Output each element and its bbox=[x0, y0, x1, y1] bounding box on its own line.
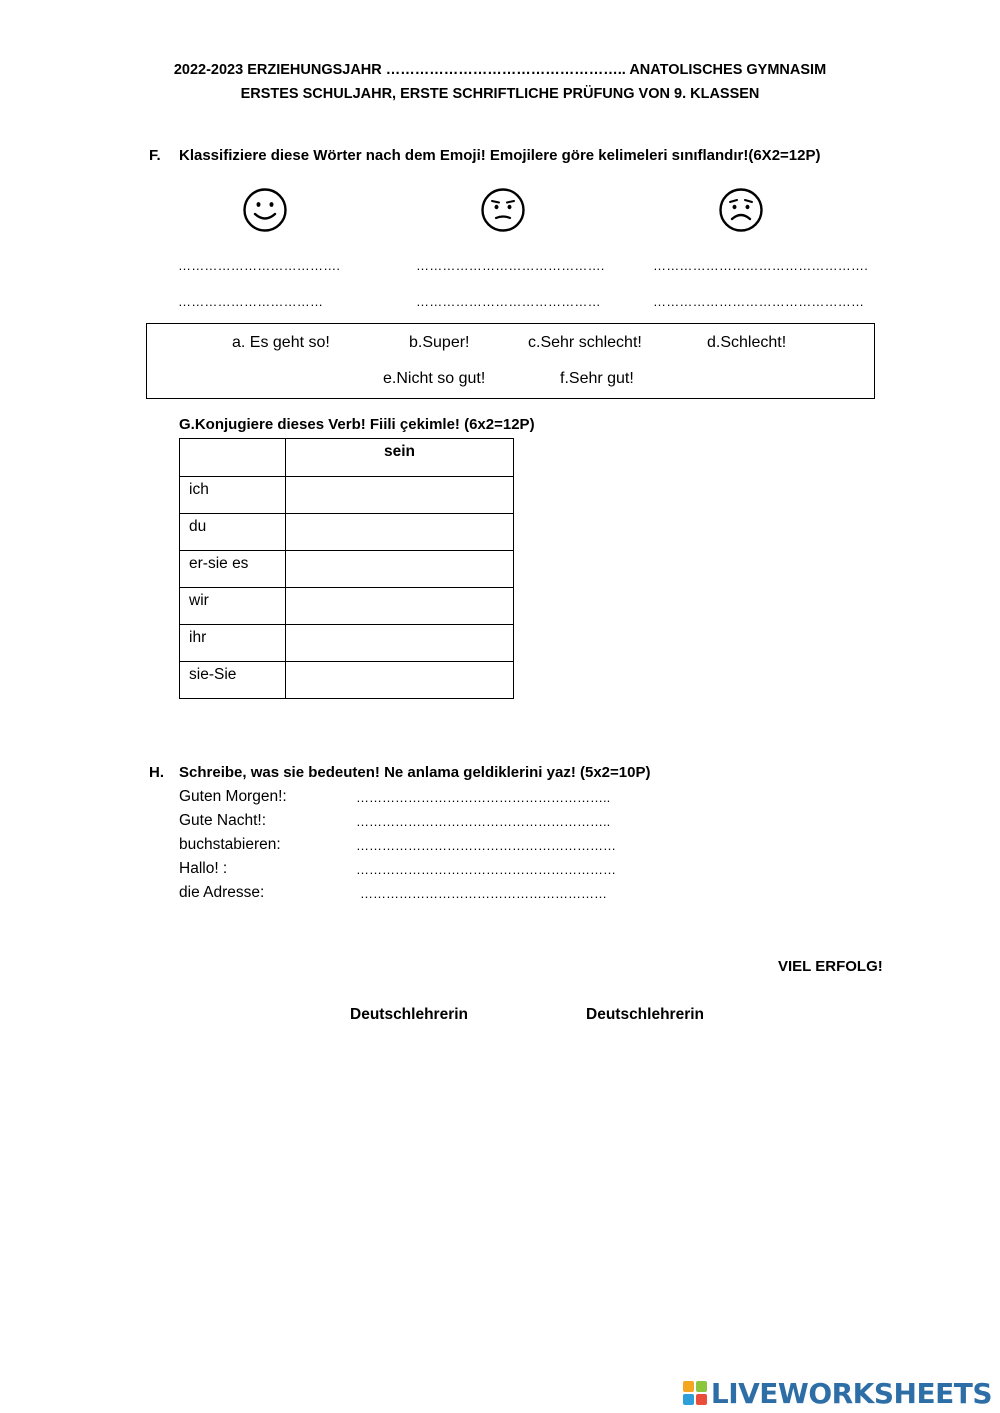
section-f-letter: F. bbox=[149, 147, 161, 164]
answer-blank-uneasy-1[interactable]: ……………………………………. bbox=[416, 258, 605, 273]
answer-blank-hallo[interactable]: …………………………………………………… bbox=[356, 862, 616, 877]
answer-blank-uneasy-2[interactable]: …………………………………… bbox=[416, 294, 601, 309]
pronoun-cell: er-sie es bbox=[180, 551, 286, 588]
table-row bbox=[180, 625, 514, 662]
answer-blank-gute-nacht[interactable]: ………………………………………………….. bbox=[356, 814, 611, 829]
term-die-adresse: die Adresse: bbox=[179, 884, 265, 901]
word-option-a: a. Es geht so! bbox=[232, 334, 330, 351]
word-option-f: f.Sehr gut! bbox=[560, 370, 634, 387]
answer-cell-du[interactable] bbox=[286, 514, 514, 551]
uneasy-face-icon bbox=[480, 187, 526, 233]
table-row bbox=[180, 662, 514, 699]
word-bank-box bbox=[146, 323, 875, 399]
good-luck-text: VIEL ERFOLG! bbox=[778, 958, 883, 975]
pronoun-cell: ihr bbox=[180, 625, 286, 662]
table-row bbox=[180, 588, 514, 625]
table-row bbox=[180, 514, 514, 551]
word-option-b: b.Super! bbox=[409, 334, 470, 351]
section-h-letter: H. bbox=[149, 764, 164, 781]
table-row bbox=[180, 477, 514, 514]
term-gute-nacht: Gute Nacht!: bbox=[179, 812, 267, 829]
verb-header: sein bbox=[286, 439, 514, 477]
answer-blank-sad-1[interactable]: …………………………………………. bbox=[653, 258, 869, 273]
word-option-d: d.Schlecht! bbox=[707, 334, 787, 351]
conjugation-table bbox=[179, 438, 514, 699]
pronoun-cell: wir bbox=[180, 588, 286, 625]
word-option-c: c.Sehr schlecht! bbox=[528, 334, 642, 351]
answer-blank-die-adresse[interactable]: ………………………………………………… bbox=[360, 886, 607, 901]
pronoun-cell: sie-Sie bbox=[180, 662, 286, 699]
happy-face-icon bbox=[242, 187, 288, 233]
header-line-2: ERSTES SCHULJAHR, ERSTE SCHRIFTLICHE PRÜFUNG VON 9. KLASSEN bbox=[240, 86, 760, 102]
pronoun-cell: du bbox=[180, 514, 286, 551]
teacher-signature-2: Deutschlehrerin bbox=[586, 1006, 705, 1023]
answer-blank-happy-1[interactable]: ………………………………. bbox=[178, 258, 341, 273]
answer-cell-wir[interactable] bbox=[286, 588, 514, 625]
answer-blank-buchstabieren[interactable]: …………………………………………………… bbox=[356, 838, 616, 853]
section-g-instruction: G.Konjugiere dieses Verb! Fiili çekimle! (6x2=12P) bbox=[179, 416, 535, 433]
table-row bbox=[180, 551, 514, 588]
sad-face-icon bbox=[718, 187, 764, 233]
section-f-instruction: Klassifiziere diese Wörter nach dem Emoji! Emojilere göre kelimeleri sınıflandır!(6X2=12P) bbox=[179, 147, 821, 164]
table-header-row bbox=[180, 439, 514, 477]
answer-cell-ihr[interactable] bbox=[286, 625, 514, 662]
teacher-signature-1: Deutschlehrerin bbox=[350, 1006, 469, 1023]
liveworksheets-logo bbox=[683, 1376, 992, 1410]
term-buchstabieren: buchstabieren: bbox=[179, 836, 281, 853]
logo-text: LIVEWORKSHEETS bbox=[710, 1376, 992, 1410]
term-hallo: Hallo! : bbox=[179, 860, 228, 877]
table-corner-cell bbox=[180, 439, 286, 477]
header-line-1: 2022-2023 ERZIEHUNGSJAHR ………………………………………….. ANATOLISCHES GYMNASIM bbox=[173, 62, 827, 78]
term-guten-morgen: Guten Morgen!: bbox=[179, 788, 287, 805]
answer-blank-guten-morgen[interactable]: ………………………………………………….. bbox=[356, 790, 611, 805]
word-option-e: e.Nicht so gut! bbox=[383, 370, 486, 387]
answer-cell-er-sie-es[interactable] bbox=[286, 551, 514, 588]
pronoun-cell: ich bbox=[180, 477, 286, 514]
answer-blank-happy-2[interactable]: …………………………… bbox=[178, 294, 324, 309]
answer-cell-sie-Sie[interactable] bbox=[286, 662, 514, 699]
logo-blocks-icon bbox=[683, 1381, 707, 1405]
answer-cell-ich[interactable] bbox=[286, 477, 514, 514]
answer-blank-sad-2[interactable]: ………………………………………… bbox=[653, 294, 865, 309]
section-h-instruction: Schreibe, was sie bedeuten! Ne anlama geldiklerini yaz! (5x2=10P) bbox=[179, 764, 651, 781]
